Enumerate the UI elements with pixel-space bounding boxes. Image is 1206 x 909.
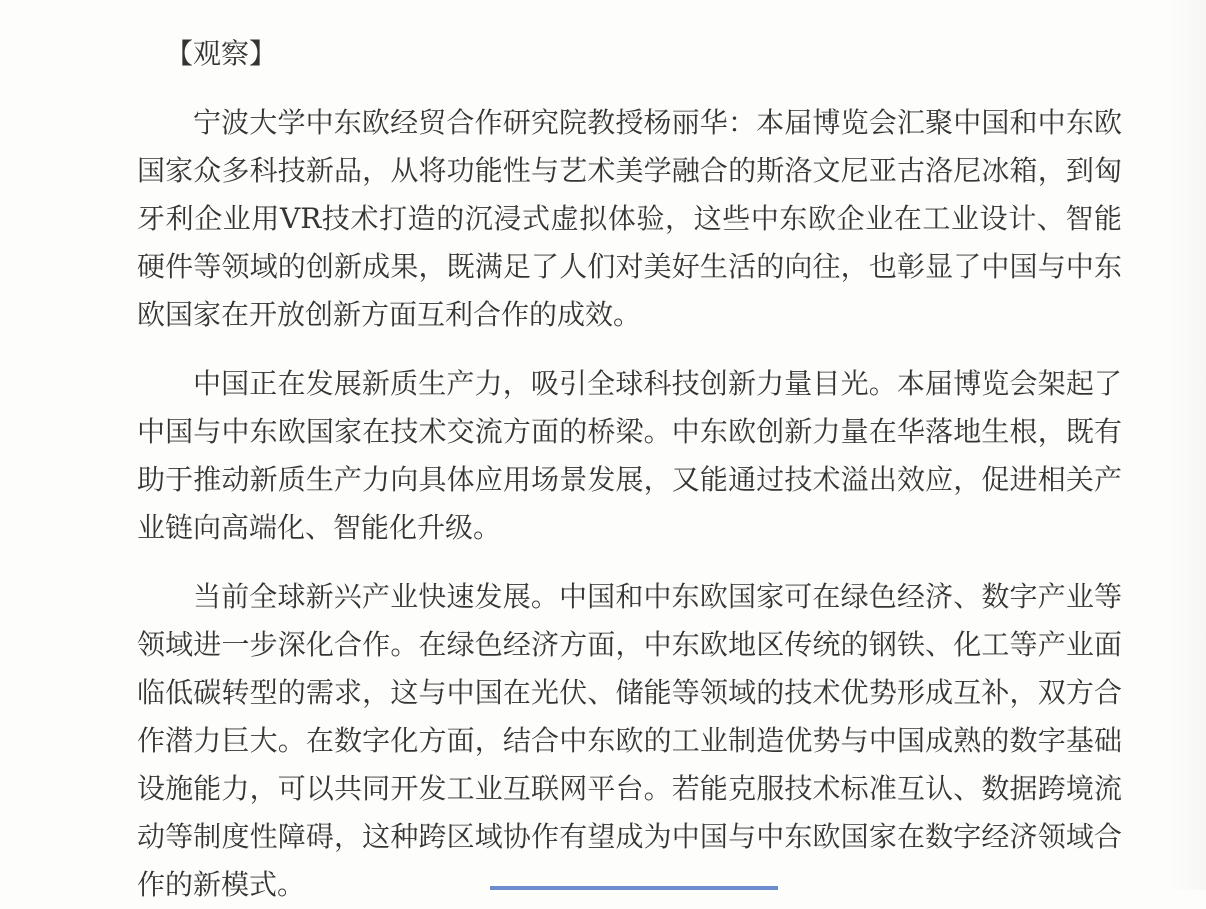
article-paragraph-1: 宁波大学中东欧经贸合作研究院教授杨丽华：本届博览会汇聚中国和中东欧国家众多科技新品，从将功能性与艺术美学融合的斯洛文尼亚古洛尼冰箱，到匈牙利企业用VR技术打造的沉浸式虚拟体验，这些中东欧企业在工业设计、智能硬件等领域的创新成果，既满足了人们对美好生活的向往，也彰显了中国与中东欧国家在开放创新方面互利合作的成效。	[137, 106, 1122, 331]
article-paragraph-3: 当前全球新兴产业快速发展。中国和中东欧国家可在绿色经济、数字产业等领域进一步深化合作。在绿色经济方面，中东欧地区传统的钢铁、化工等产业面临低碳转型的需求，这与中国在光伏、储能等领域的技术优势形成互补，双方合作潜力巨大。在数字化方面，结合中东欧的工业制造优势与中国成熟的数字基础设施能力，可以共同开发工业互联网平台。若能克服技术标准互认、数据跨境流动等制度性障碍，这种跨区域协作有望成为中国与中东欧国家在数字经济领域合作的新模式。	[137, 580, 1122, 901]
article-paragraph-2: 中国正在发展新质生产力，吸引全球科技创新力量目光。本届博览会架起了中国与中东欧国家在技术交流方面的桥梁。中东欧创新力量在华落地生根，既有助于推动新质生产力向具体应用场景发展，又能通过技术溢出效应，促进相关产业链向高端化、智能化升级。	[137, 367, 1122, 544]
section-header: 【观察】	[165, 37, 278, 70]
bottom-edge-blue-bar	[490, 886, 778, 890]
article-body	[137, 30, 1122, 909]
